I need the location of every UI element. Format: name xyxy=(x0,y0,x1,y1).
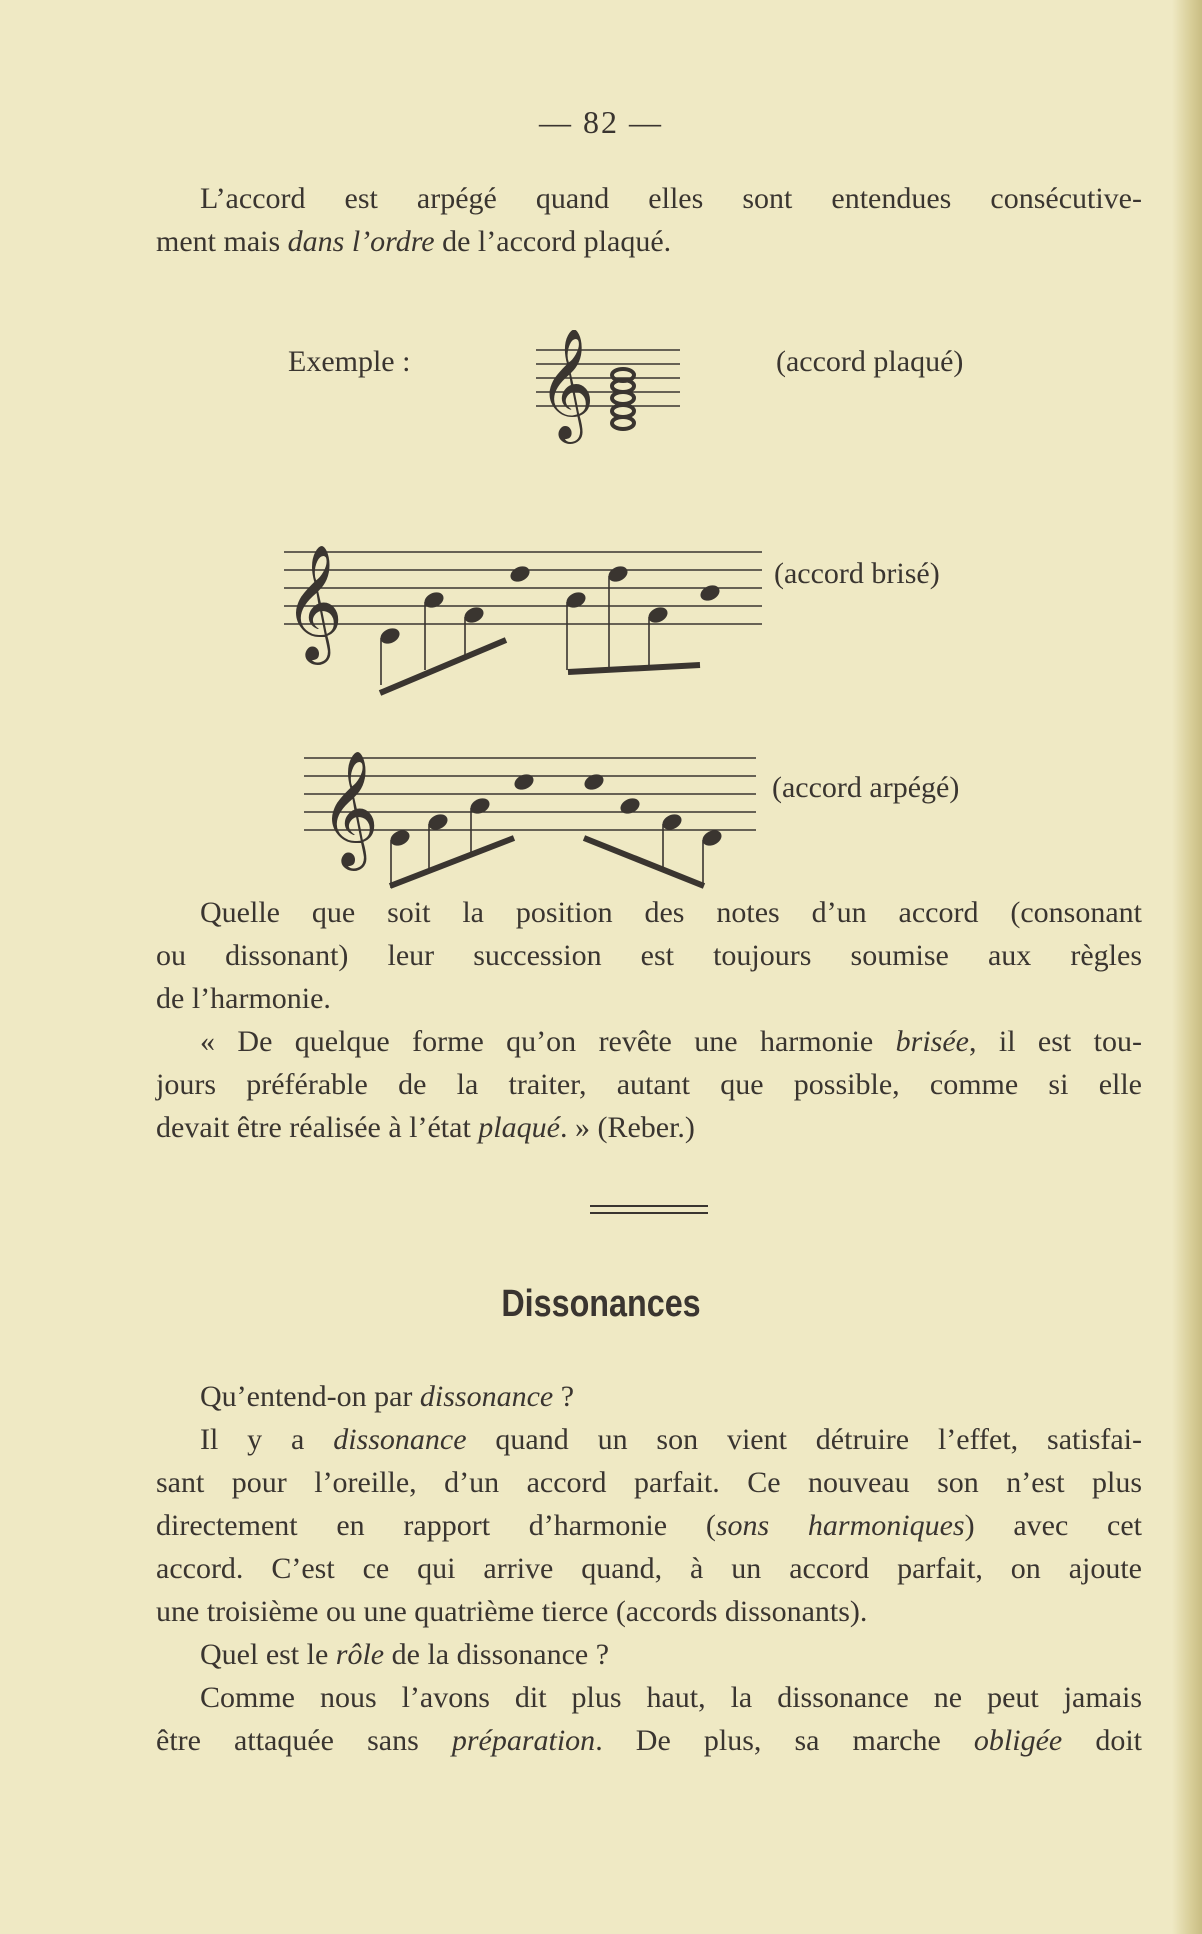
text-line: être attaquée sans préparation. De plus, sa marche obligée doit xyxy=(156,1724,1142,1757)
text-line: une troisième ou une quatrième tierce (accords dissonants). xyxy=(156,1595,868,1628)
example-label: Exemple : xyxy=(288,345,411,378)
example-caption: (accord arpégé) xyxy=(772,771,960,804)
text-line: devait être réalisée à l’état plaqué. » (Reber.) xyxy=(156,1111,695,1144)
page-number: — 82 — xyxy=(539,104,663,140)
text-line: sant pour l’oreille, d’un accord parfait. Ce nouveau son n’est plus xyxy=(156,1466,1142,1499)
section-heading: Dissonances xyxy=(501,1283,701,1325)
separator-rule xyxy=(590,1212,708,1214)
music-staff-plaque xyxy=(530,330,690,450)
treble-clef-icon: 𝄞 xyxy=(284,543,344,660)
separator-rule xyxy=(590,1205,708,1207)
text-line: Il y a dissonance quand un son vient détruire l’effet, satisfai- xyxy=(200,1423,1143,1456)
music-staff-arpege xyxy=(300,748,770,898)
text-line: Comme nous l’avons dit plus haut, la dissonance ne peut jamais xyxy=(200,1681,1142,1714)
text-line: Qu’entend-on par dissonance ? xyxy=(200,1380,575,1413)
text-line: ou dissonant) leur succession est toujours soumise aux règles xyxy=(156,939,1142,972)
text-line: Quel est le rôle de la dissonance ? xyxy=(200,1638,610,1671)
text-line: directement en rapport d’harmonie (sons harmoniques) avec cet xyxy=(156,1509,1143,1542)
text-line: L’accord est arpégé quand elles sont entendues consécutive- xyxy=(200,182,1142,215)
text-line: de l’harmonie. xyxy=(156,982,331,1015)
text-line: accord. C’est ce qui arrive quand, à un accord parfait, on ajoute xyxy=(156,1552,1142,1585)
text-line: Quelle que soit la position des notes d’un accord (consonant xyxy=(200,896,1142,929)
text-line: ment mais dans l’ordre de l’accord plaqué. xyxy=(156,225,672,258)
music-staff-brise xyxy=(280,530,770,700)
example-caption: (accord brisé) xyxy=(774,557,940,590)
treble-clef-icon: 𝄞 xyxy=(320,749,380,866)
page-edge xyxy=(1172,0,1202,1934)
example-caption: (accord plaqué) xyxy=(776,345,964,378)
text-line: jours préférable de la traiter, autant que possible, comme si elle xyxy=(156,1068,1142,1101)
text-line: « De quelque forme qu’on revête une harmonie brisée, il est tou- xyxy=(200,1025,1142,1058)
treble-clef-icon: 𝄞 xyxy=(538,330,595,439)
